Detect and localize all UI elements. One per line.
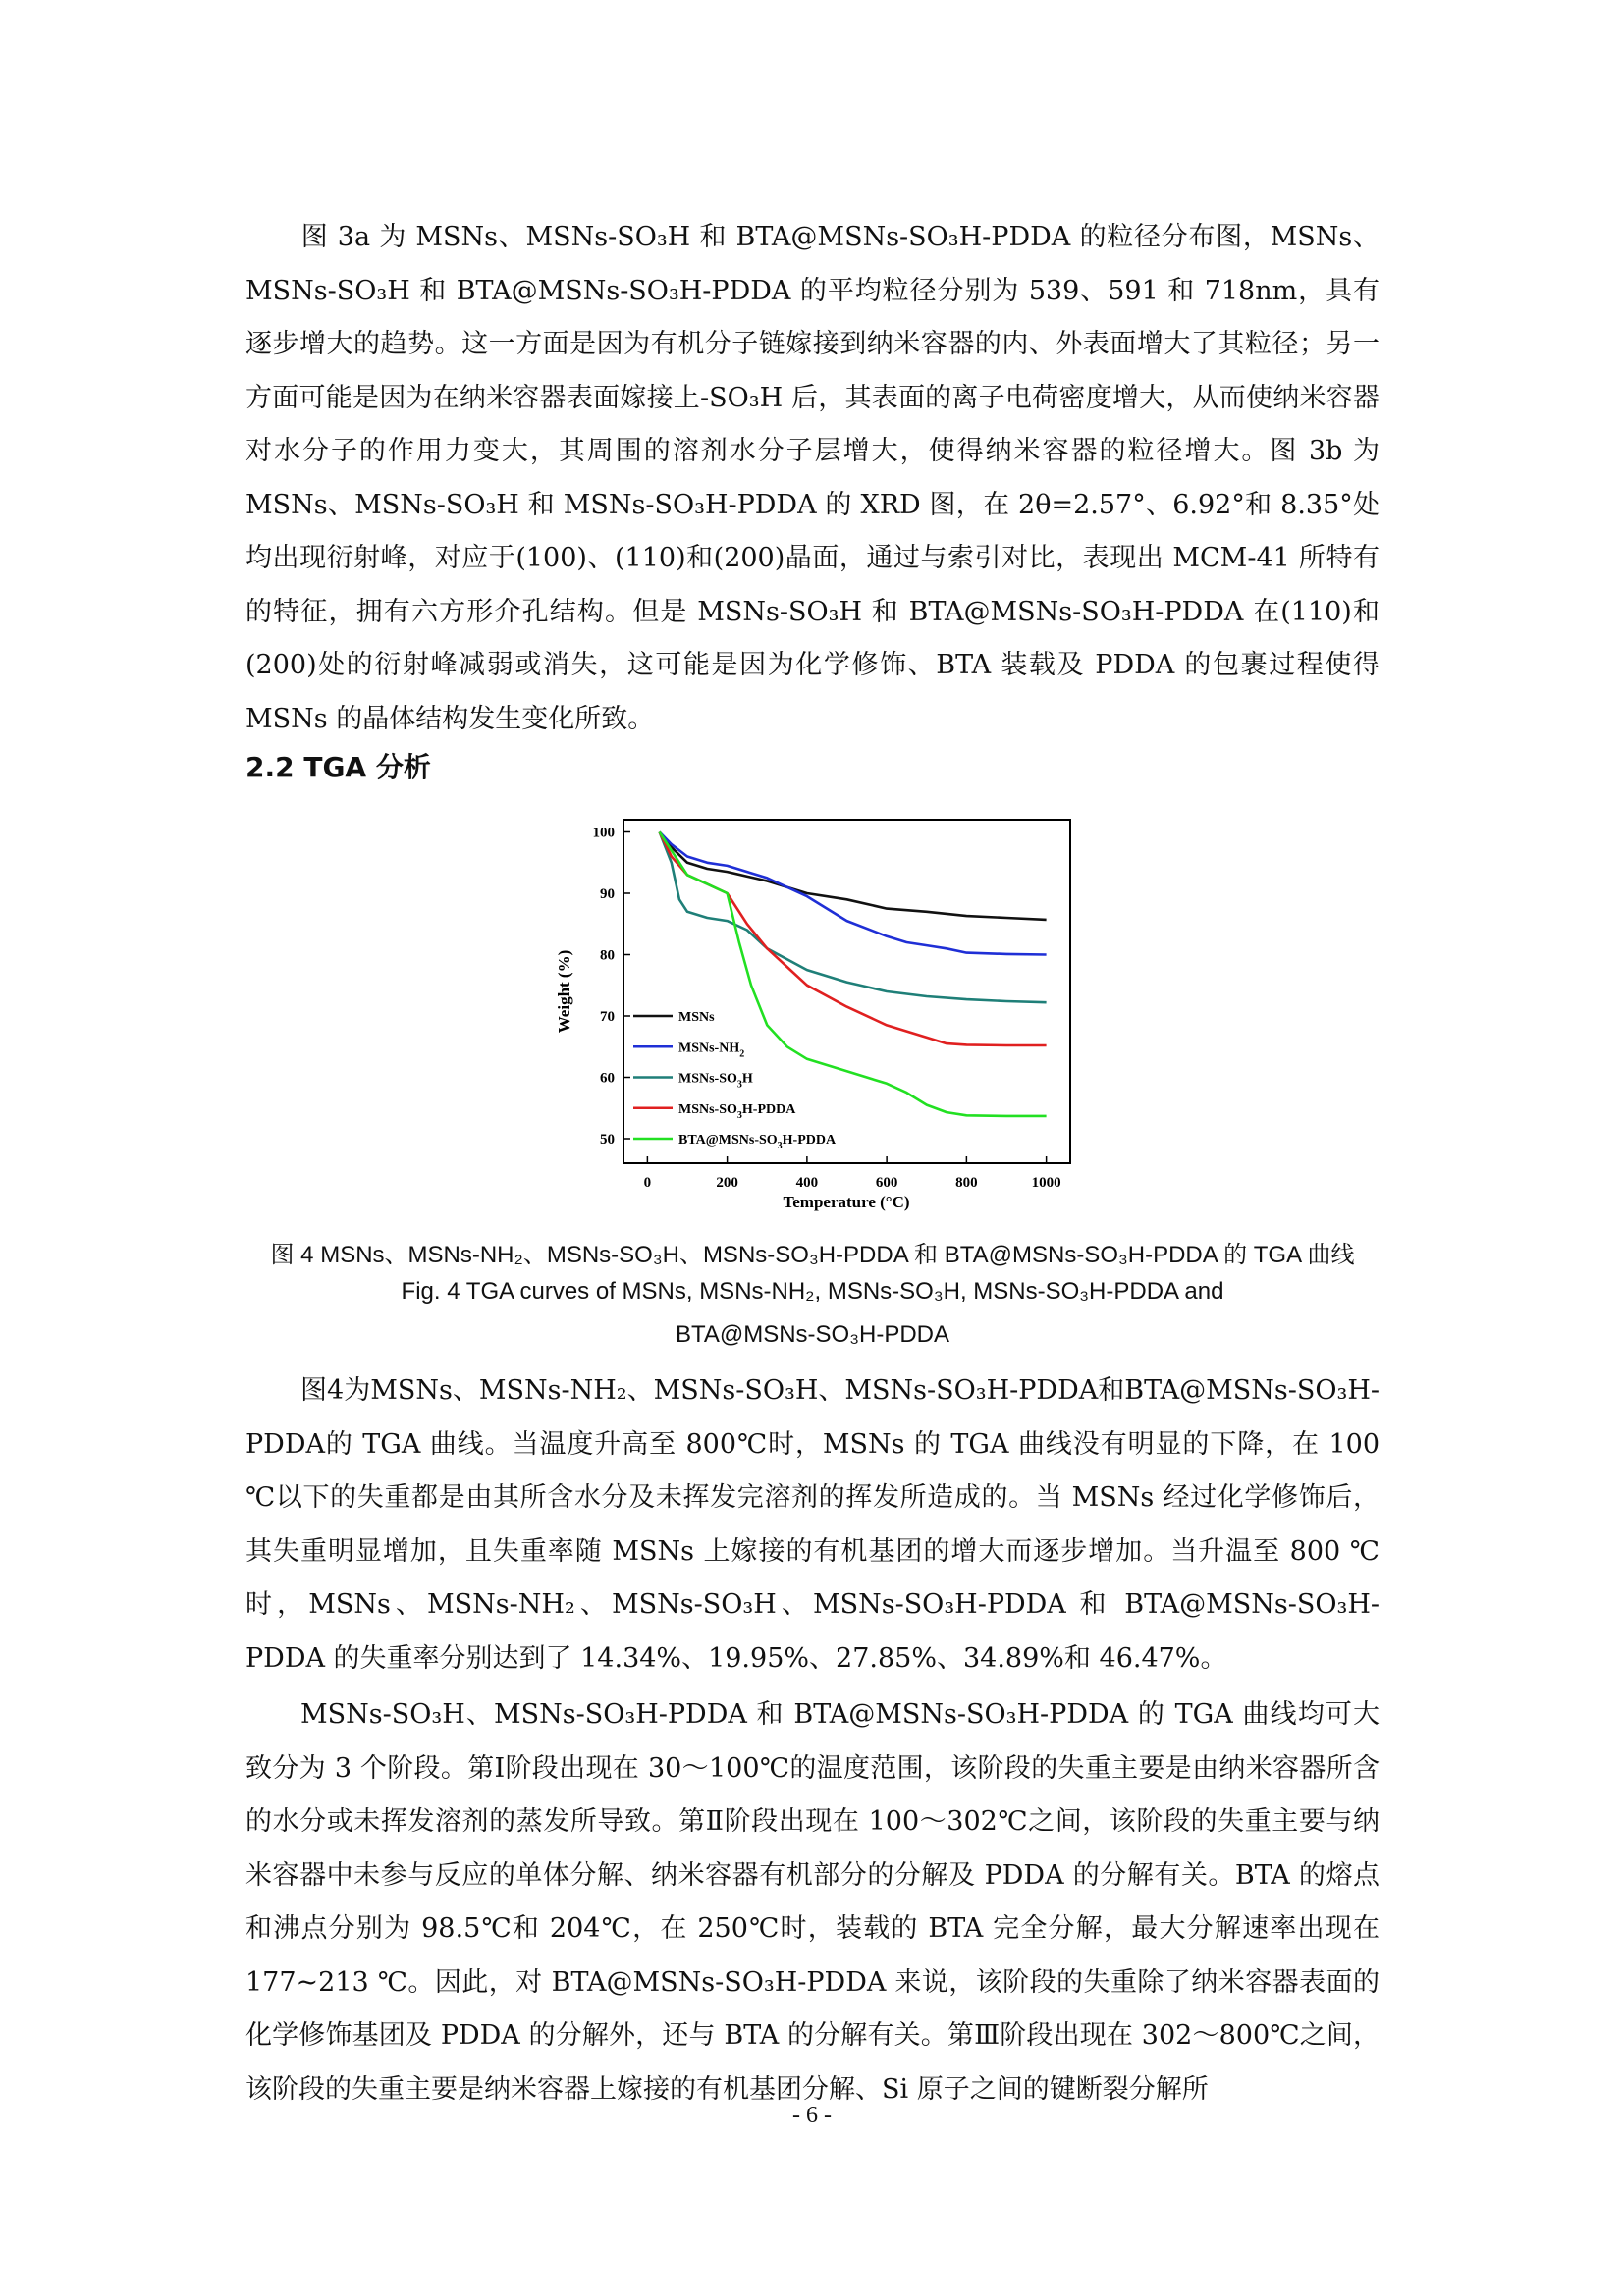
x-tick-label: 400 bbox=[795, 1175, 819, 1191]
legend-label-base: MSNs-SO bbox=[678, 1071, 737, 1087]
y-tick-label: 50 bbox=[600, 1132, 615, 1148]
legend-label-subscript: 3 bbox=[736, 1079, 742, 1091]
legend-label-base: BTA@MSNs-SO bbox=[678, 1133, 778, 1148]
y-tick-label: 90 bbox=[600, 886, 615, 902]
figure-caption-english-line1: Fig. 4 TGA curves of MSNs, MSNs-NH₂, MSNs-SO₃H, MSNs-SO₃H-PDDA and bbox=[401, 1278, 1224, 1305]
figure-caption-chinese: 图 4 MSNs、MSNs-NH₂、MSNs-SO₃H、MSNs-SO₃H-PDDA 和 BTA@MSNs-SO₃H-PDDA 的 TGA 曲线 bbox=[270, 1242, 1355, 1268]
legend-label-base: MSNs bbox=[678, 1010, 715, 1025]
legend-label-subscript: 2 bbox=[739, 1048, 745, 1060]
legend-label-subscript: 3 bbox=[777, 1141, 783, 1151]
paragraph-1: 图 3a 为 MSNs、MSNs-SO₃H 和 BTA@MSNs-SO₃H-PDDA 的粒径分布图，MSNs、MSNs-SO₃H 和 BTA@MSNs-SO₃H-PDDA 的平均粒径分别为 539、591 和 718nm，具有逐步增大的趋势。这一方面是因为有机分子链嫁接到纳米容器的内、外表面增大了其粒径；另一方面可能是因为在纳米容器表面嫁接上-SO₃H 后，其表面的离子电荷密度增大，从而使纳米容器对水分子的作用力变大，其周围的溶剂水分子层增大，使得纳米容器的粒径增大。图 3b 为 MSNs、MSNs-SO₃H 和 MSNs-SO₃H-PDDA 的 XRD 图，在 2θ=2.57°、6.92°和 8.35°处均出现衍射峰，对应于(100)、(110)和(200)晶面，通过与索引对比，表现出 MCM-41 所特有的特征，拥有六方形介孔结构。但是 MSNs-SO₃H 和 BTA@MSNs-SO₃H-PDDA 在(110)和(200)处的衍射峰减弱或消失，这可能是因为化学修饰、BTA 装载及 PDDA 的包裹过程使得 MSNs 的晶体结构发生变化所致。 bbox=[245, 222, 1380, 734]
paragraph-3: MSNs-SO₃H、MSNs-SO₃H-PDDA 和 BTA@MSNs-SO₃H-PDDA 的 TGA 曲线均可大致分为 3 个阶段。第Ⅰ阶段出现在 30～100℃的温度范围，该阶段的失重主要是由纳米容器所含的水分或未挥发溶剂的蒸发所导致。第Ⅱ阶段出现在 100～302℃之间，该阶段的失重主要与纳米容器中未参与反应的单体分解、纳米容器有机部分的分解及 PDDA 的分解有关。BTA 的熔点和沸点分别为 98.5℃和 204℃，在 250℃时，装载的 BTA 完全分解，最大分解速率出现在 177~213 ℃。因此，对 BTA@MSNs-SO₃H-PDDA 来说，该阶段的失重除了纳米容器表面的化学修饰基团及 PDDA 的分解外，还与 BTA 的分解有关。第Ⅲ阶段出现在 302～800℃之间，该阶段的失重主要是纳米容器上嫁接的有机基团分解、Si 原子之间的键断裂分解所 bbox=[245, 1699, 1380, 2105]
legend-label-tail: H-PDDA bbox=[782, 1133, 837, 1148]
x-tick-label: 600 bbox=[875, 1175, 898, 1191]
tga-figure bbox=[550, 815, 1090, 1227]
legend-label-base: MSNs-NH bbox=[678, 1041, 740, 1056]
legend-label-subscript: 3 bbox=[736, 1109, 742, 1121]
x-tick-label: 800 bbox=[955, 1175, 978, 1191]
figure-caption-english-line2: BTA@MSNs-SO₃H-PDDA bbox=[675, 1321, 950, 1348]
y-tick-label: 60 bbox=[600, 1070, 615, 1087]
page-number: - 6 - bbox=[792, 2103, 832, 2128]
legend-entry bbox=[678, 1010, 715, 1025]
x-tick-label: 0 bbox=[643, 1175, 652, 1191]
legend-label-tail: H-PDDA bbox=[741, 1101, 796, 1117]
y-tick-label: 70 bbox=[600, 1009, 615, 1025]
y-tick-label: 100 bbox=[592, 825, 615, 841]
paragraph-2: 图4为MSNs、MSNs-NH₂、MSNs-SO₃H、MSNs-SO₃H-PDDA和BTA@MSNs-SO₃H-PDDA的 TGA 曲线。当温度升高至 800℃时，MSNs 的 TGA 曲线没有明显的下降，在 100 ℃以下的失重都是由其所含水分及未挥发完溶剂的挥发所造成的。当 MSNs 经过化学修饰后，其失重明显增加，且失重率随 MSNs 上嫁接的有机基团的增大而逐步增加。当升温至 800 ℃时，MSNs、MSNs-NH₂、MSNs-SO₃H、MSNs-SO₃H-PDDA 和 BTA@MSNs-SO₃H-PDDA 的失重率分别达到了 14.34%、19.95%、27.85%、34.89%和 46.47%。 bbox=[245, 1375, 1380, 1674]
x-tick-label: 200 bbox=[716, 1175, 738, 1191]
x-tick-label: 1000 bbox=[1031, 1175, 1061, 1191]
y-tick-label: 80 bbox=[600, 947, 615, 964]
y-axis-label: Weight (%) bbox=[555, 949, 573, 1034]
legend-label-tail: H bbox=[741, 1071, 753, 1087]
x-axis-label: Temperature (°C) bbox=[783, 1193, 910, 1211]
section-heading: 2.2 TGA 分析 bbox=[245, 751, 431, 783]
tga-chart bbox=[550, 815, 1090, 1227]
legend-label-base: MSNs-SO bbox=[678, 1101, 737, 1117]
